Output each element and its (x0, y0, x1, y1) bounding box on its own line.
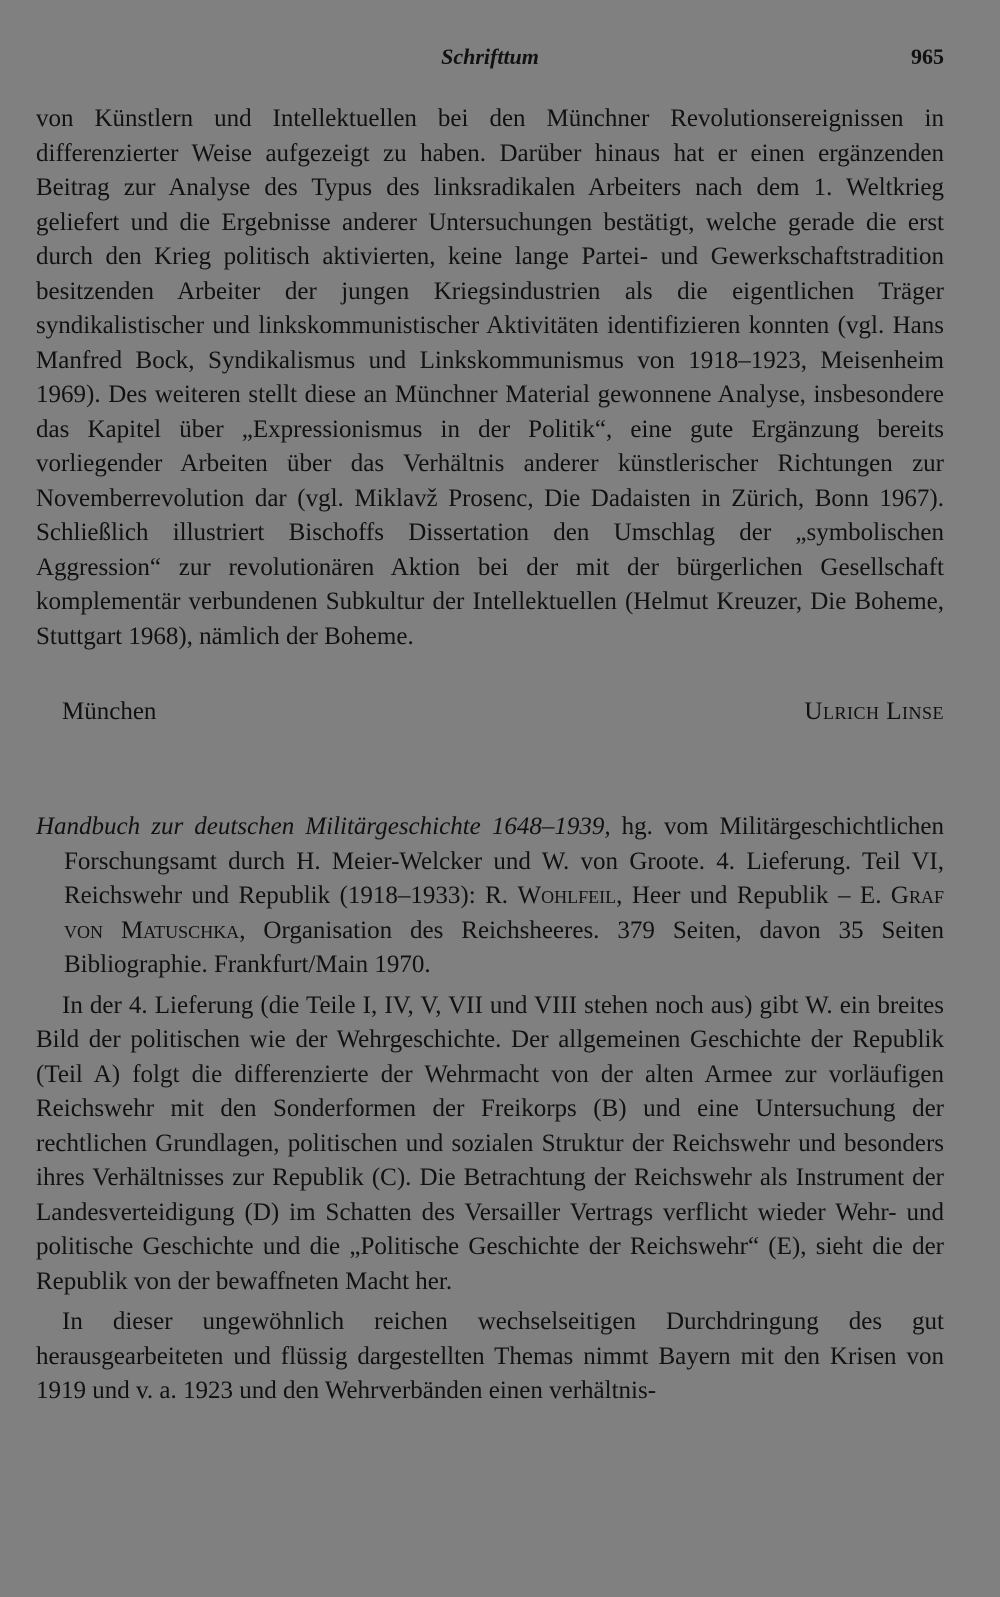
book-title: Handbuch zur deutschen Militärgeschichte 1648–1939, (36, 813, 611, 840)
page-number: 965 (911, 44, 944, 69)
bib-text-2: , Heer und Republik – E. (616, 882, 891, 909)
author-matuschka: Graf von Matuschka (64, 882, 944, 944)
book-page (36, 44, 944, 1564)
bib-text-1: hg. vom Militärgeschichtlichen Forschungsamt durch H. Meier-Welcker und W. von Groote. 4. Lieferung. Teil VI, Reichswehr und Republik (1918–1933): R. (64, 813, 944, 909)
signature-author: Ulrich Linse (804, 698, 944, 725)
review1-signature (36, 698, 944, 738)
running-title: Schrifttum (441, 44, 539, 69)
signature-place: München (62, 698, 157, 725)
running-head (36, 44, 944, 76)
author-wohlfeil: Wohlfeil (517, 882, 617, 909)
review2-paragraph-1: In der 4. Lieferung (die Teile I, IV, V, VII und VIII stehen noch aus) gibt W. ein breites Bild der politischen wie der Wehrgeschichte. Der allgemeinen Geschichte der Republik (Teil A) folgt die differenzierte der Wehrmacht von der alten Armee zur vorläufigen Reichswehr mit den Sonderformen der Freikorps (B) und eine Untersuchung der rechtlichen Grundlagen, politischen und sozialen Struktur der Reichswehr und besonders ihres Verhältnisses zur Republik (C). Die Betrachtung der Reichswehr als Instrument der Landesverteidigung (D) im Schatten des Versailler Vertrags verflicht wieder Wehr- und politische Geschichte und die „Politische Geschichte der Reichswehr“ (E), sieht die der Republik von der bewaffneten Macht her. (36, 991, 944, 1295)
review2-paragraph-2: In dieser ungewöhnlich reichen wechselseitigen Durchdringung des gut herausgearbeiteten und flüssig dargestellten Themas nimmt Bayern mit den Krisen von 1919 und v. a. 1923 und den Wehrverbänden einen verhältnis- (36, 1308, 944, 1404)
bib-text-3: , Organisation des Reichsheeres. 379 Seiten, davon 35 Seiten Bibliographie. Frankfurt/Main 1970. (64, 916, 944, 978)
review2-bibliographic-entry (36, 810, 944, 983)
review1-paragraph: von Künstlern und Intellektuellen bei den Münchner Revolutionsereignissen in differenzierter Weise aufgezeigt zu haben. Darüber hinaus hat er einen ergänzenden Beitrag zur Analyse des Typus des linksradikalen Arbeiters nach dem 1. Weltkrieg geliefert und die Ergebnisse anderer Untersuchungen bestätigt, welche gerade die erst durch den Krieg politisch aktivierten, keine lange Partei- und Gewerkschaftstradition besitzenden Arbeiter der jungen Kriegsindustrien als die eigentlichen Träger syndikalistischer und linkskommunistischer Aktivitäten identifizieren konnten (vgl. Hans Manfred Bock, Syndikalismus und Linkskommunismus von 1918–1923, Meisenheim 1969). Des weiteren stellt diese an Münchner Material gewonnene Analyse, insbesondere das Kapitel über „Expressionismus in der Politik“, eine gute Ergänzung bereits vorliegender Arbeiten über das Verhältnis anderer künstlerischer Richtungen zur Novemberrevolution dar (vgl. Miklavž Prosenc, Die Dadaisten in Zürich, Bonn 1967). Schließlich illustriert Bischoffs Dissertation den Umschlag der „symbolischen Aggression“ zur revolutionären Aktion bei der mit der bürgerlichen Gesellschaft komplementär verbundenen Subkultur der Intellektuellen (Helmut Kreuzer, Die Boheme, Stuttgart 1968), nämlich der Boheme. (36, 105, 944, 650)
